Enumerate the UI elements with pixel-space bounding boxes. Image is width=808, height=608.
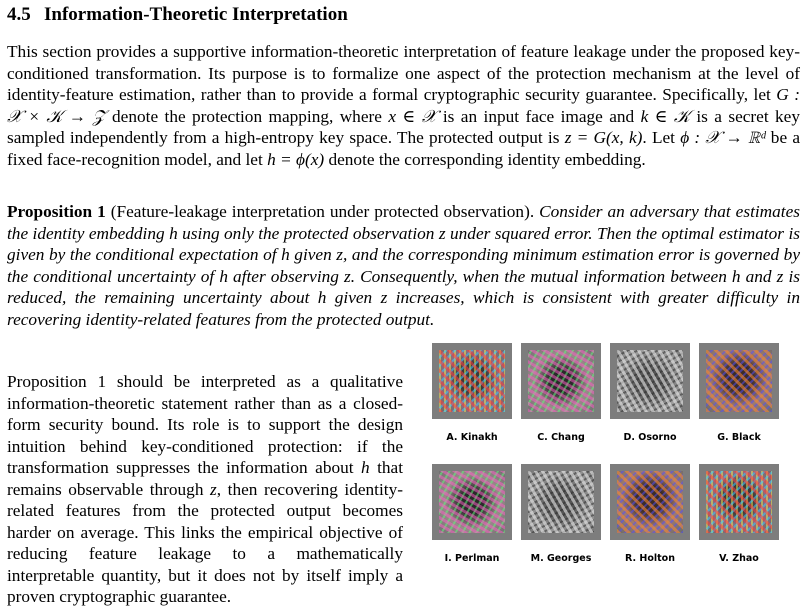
protected-face-image xyxy=(521,343,601,419)
text-span: denote the corresponding identity embedding. xyxy=(324,149,646,169)
figure-cell xyxy=(430,464,514,564)
text-span: is an input face image and xyxy=(436,106,641,126)
math-span: x ∈ 𝒳 xyxy=(388,106,437,126)
math-span: z = G(x, k) xyxy=(564,128,643,147)
text-span: Proposition 1 should be interpreted as a qualitative information-theoretic statement rather than as a closed-form security bound. Its role is to support the design intuition behind key-conditioned protection: if the transformation suppresses the information about xyxy=(7,372,403,477)
figure-cell xyxy=(608,343,692,443)
figure-caption: V. Zhao xyxy=(719,553,759,564)
section-heading xyxy=(7,4,348,26)
text-span: This section provides a supportive information-theoretic interpretation of feature leakage under the proposed key-conditioned transformation. Its purpose is to formalize one aspect of the protection mechanism at the level of identity-feature estimation, rather than to provide a formal cryptographic security guarantee. Specifically, let xyxy=(7,42,800,104)
protected-face-image xyxy=(699,464,779,540)
math-span: ϕ : 𝒳 → ℝᵈ xyxy=(680,128,766,147)
figure-caption: R. Holton xyxy=(625,553,675,564)
text-span: that remains observable through xyxy=(7,458,404,499)
figure-caption: G. Black xyxy=(717,432,761,443)
protected-face-image xyxy=(699,343,779,419)
text-span: is a secret key sampled independently from a high-entropy key space. The protected output is xyxy=(7,106,800,147)
protected-face-image xyxy=(521,464,601,540)
figure-cell xyxy=(519,343,603,443)
math-span: z xyxy=(210,479,217,499)
figure-caption: A. Kinakh xyxy=(446,432,498,443)
figure-caption: I. Perlman xyxy=(444,553,500,564)
figure-cell xyxy=(697,343,781,443)
text-span: , then recovering identity-related features from the protected output becomes harder on average. This links the empirical objective of reducing feature leakage to a mathematically interpretable quantity, but it does not by itself imply a proven cryptographic guarantee. xyxy=(7,479,403,606)
proposition-label: Proposition 1 xyxy=(7,202,106,221)
math-span: k ∈ 𝒦 xyxy=(640,106,690,126)
figure-caption: D. Osorno xyxy=(623,432,677,443)
figure-caption: M. Georges xyxy=(530,553,592,564)
interpretation-paragraph xyxy=(7,371,403,608)
section-number: 4.5 xyxy=(7,4,31,25)
section-title: Information-Theoretic Interpretation xyxy=(44,4,348,25)
figure-caption: C. Chang xyxy=(537,432,585,443)
proposition-paragraph xyxy=(7,201,800,330)
protected-faces-figure xyxy=(430,343,804,583)
intro-paragraph xyxy=(7,41,800,170)
protected-face-image xyxy=(610,464,690,540)
math-span: h xyxy=(361,458,370,477)
figure-cell xyxy=(697,464,781,564)
proposition-subtitle: (Feature-leakage interpretation under protected observation). xyxy=(105,202,540,221)
math-span: G : 𝒳 × 𝒦 → 𝒵 xyxy=(7,85,800,126)
protected-face-image xyxy=(432,343,512,419)
text-span: denote the protection mapping, where xyxy=(105,106,389,126)
protected-face-image xyxy=(610,343,690,419)
protected-face-image xyxy=(432,464,512,540)
text-span: . Let xyxy=(642,128,681,147)
math-span: h = ϕ(x) xyxy=(267,149,325,169)
figure-cell xyxy=(519,464,603,564)
figure-cell xyxy=(430,343,514,443)
text-span: be a fixed face-recognition model, and let xyxy=(7,128,801,169)
figure-cell xyxy=(608,464,692,564)
proposition-statement: Consider an adversary that estimates the identity embedding h using only the protected observation z under squared error. Then the optimal estimator is given by the conditional expectation of h given z, and the corresponding minimum estimation error is governed by the conditional uncertainty of h after observing z. Consequently, when the mutual information between h and z is reduced, the remaining uncertainty about h given z increases, which is consistent with greater difficulty in recovering identity-related features from the protected output. xyxy=(7,202,800,329)
